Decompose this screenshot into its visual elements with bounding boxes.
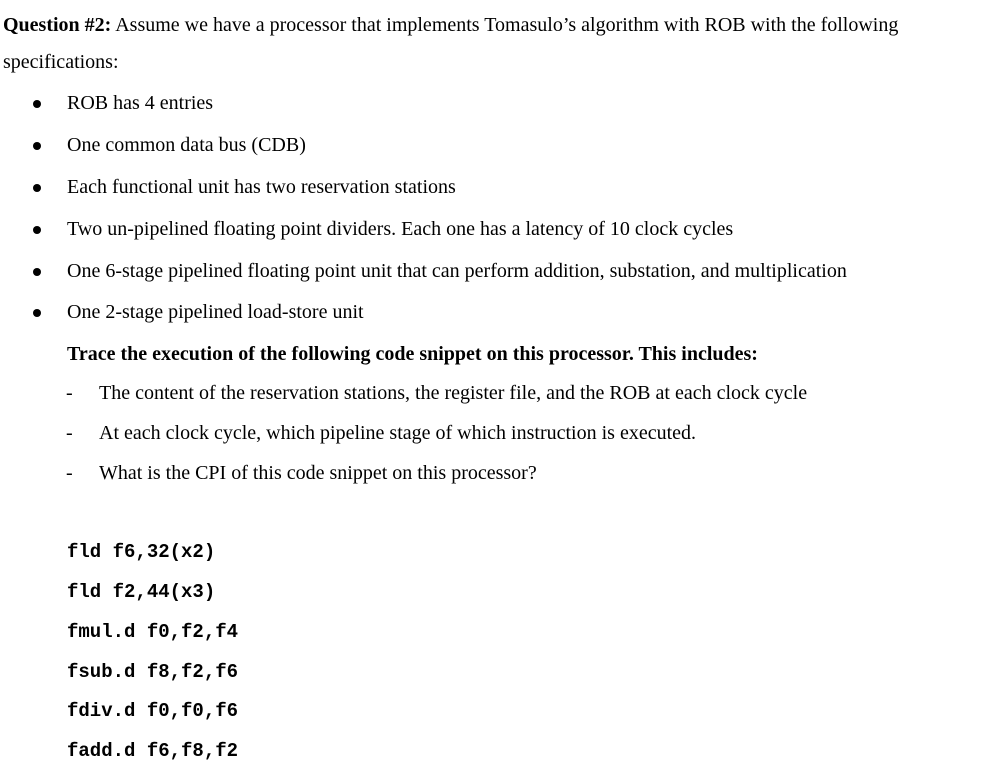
trace-item-text: What is the CPI of this code snippet on this processor? [99,462,537,484]
code-line: fsub.d f8,f2,f6 [67,661,239,683]
dash-marker: - [66,382,73,404]
spec-text: One common data bus (CDB) [67,134,306,156]
bullet-icon [33,100,41,108]
question-line-1 [3,13,898,37]
bullet-icon [33,142,41,150]
code-line: fdiv.d f0,f0,f6 [67,700,239,722]
bullet-icon [33,309,41,317]
bullet-icon [33,184,41,192]
bullet-icon [33,226,41,234]
code-line: fadd.d f6,f8,f2 [67,740,239,762]
question-label: Question #2: [3,14,112,36]
question-text-line-2: specifications: [3,51,119,73]
spec-text: One 2-stage pipelined load-store unit [67,301,364,323]
trace-item-text: The content of the reservation stations, the register file, and the ROB at each clock cycle [99,382,808,404]
spec-text: One 6-stage pipelined floating point unit that can perform addition, substation, and multiplication [67,260,847,282]
bullet-icon [33,268,41,276]
spec-text: Two un-pipelined floating point dividers. Each one has a latency of 10 clock cycles [67,218,734,240]
trace-heading: Trace the execution of the following code snippet on this processor. This includes: [67,343,758,365]
dash-marker: - [66,462,73,484]
spec-text: ROB has 4 entries [67,92,214,114]
code-line: fld f6,32(x2) [67,541,216,563]
trace-item-text: At each clock cycle, which pipeline stage of which instruction is executed. [99,422,697,444]
dash-marker: - [66,422,73,444]
question-text-line-1: Assume we have a processor that implements Tomasulo’s algorithm with ROB with the following [111,14,899,36]
code-line: fmul.d f0,f2,f4 [67,621,239,643]
code-line: fld f2,44(x3) [67,581,216,603]
spec-text: Each functional unit has two reservation stations [67,176,456,198]
